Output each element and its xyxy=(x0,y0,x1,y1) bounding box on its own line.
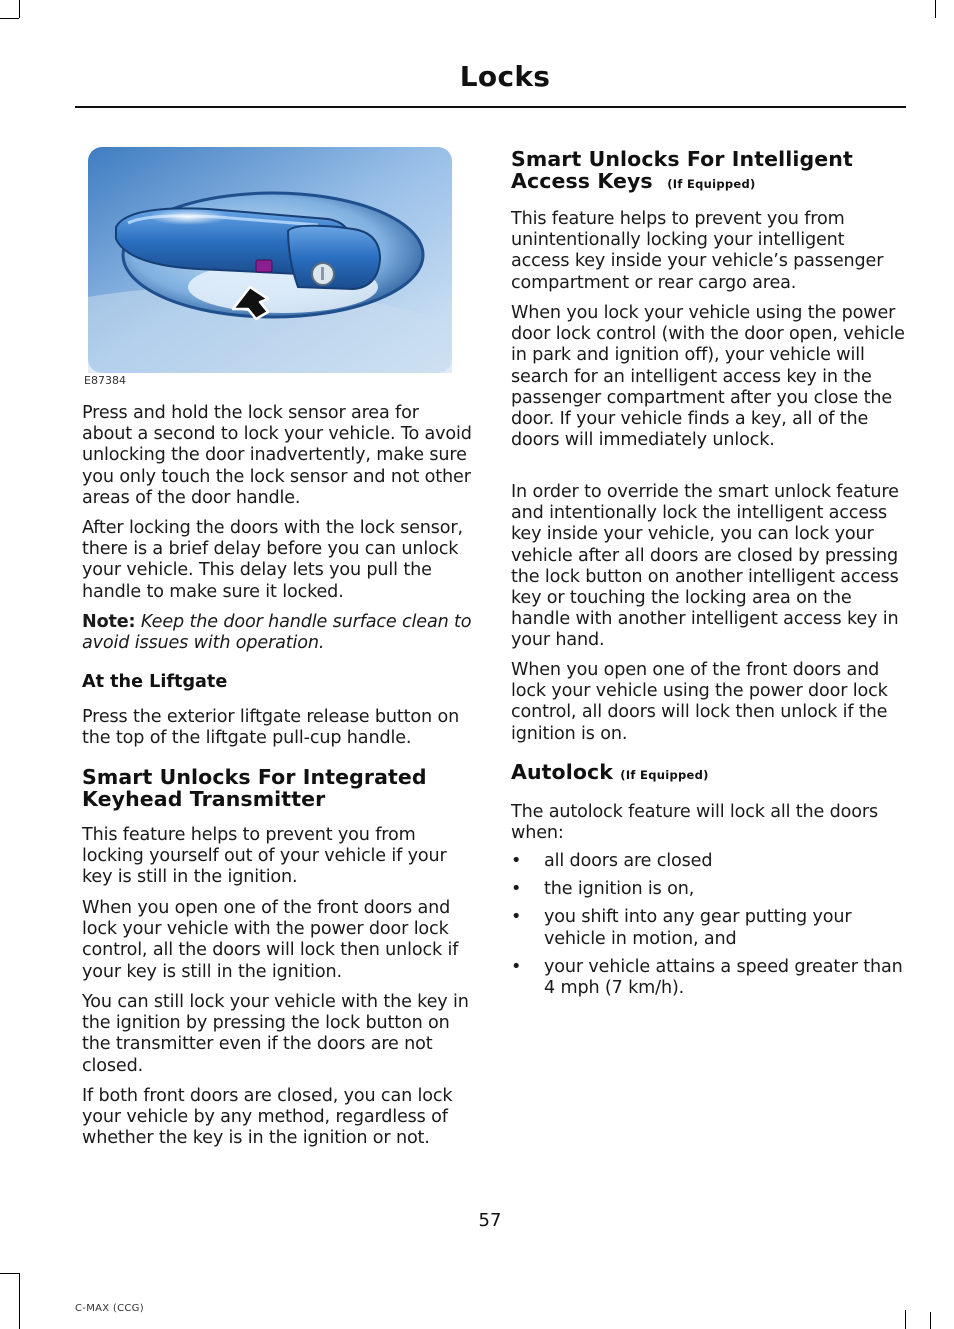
autolock-conditions-list xyxy=(511,851,905,999)
note xyxy=(82,612,474,654)
paragraph: When you open one of the front doors and lock your vehicle with the power door lock control, all the doors will lock then unlock if your key is still in the ignition. xyxy=(82,898,459,982)
crop-mark xyxy=(905,1310,906,1329)
heading-line xyxy=(511,170,911,195)
crop-mark xyxy=(935,0,936,18)
paragraph: Press and hold the lock sensor area for about a second to lock your vehicle. To avoid unlocking the door inadvertently, make sure you only touch the lock sensor and not other areas of the door handle. xyxy=(82,403,472,508)
crop-mark xyxy=(19,0,20,18)
paragraph: This feature helps to prevent you from locking yourself out of your vehicle if your key is still in the ignition. xyxy=(82,825,447,888)
heading-text: Autolock xyxy=(511,760,614,784)
list-item xyxy=(511,957,905,999)
if-equipped-label: (If Equipped) xyxy=(667,177,756,191)
list-item xyxy=(511,851,905,872)
list-item xyxy=(511,879,905,900)
list-item-text: you shift into any gear putting your vehicle in motion, and xyxy=(544,907,852,949)
bullet: • xyxy=(511,907,522,928)
paragraph: When you open one of the front doors and lock your vehicle using the power door lock control, all doors will lock then unlock if the ignition is on. xyxy=(511,660,888,744)
paragraph: If both front doors are closed, you can lock your vehicle by any method, regardless of whether the key is in the ignition or not. xyxy=(82,1086,453,1149)
list-item xyxy=(511,907,905,949)
crop-mark xyxy=(0,1273,19,1274)
section-heading: Smart Unlocks For Integrated Keyhead Transmitter xyxy=(82,765,427,811)
door-handle-image xyxy=(88,147,452,373)
section-heading: At the Liftgate xyxy=(82,672,228,692)
paragraph: Press the exterior liftgate release button on the top of the liftgate pull-cup handle. xyxy=(82,707,460,749)
page-title: Locks xyxy=(459,60,551,93)
note-label: Note: xyxy=(82,612,136,632)
paragraph: After locking the doors with the lock sensor, there is a brief delay before you can unlock your vehicle. This delay lets you pull the handle to make sure it locked. xyxy=(82,518,463,602)
heading-text: Access Keys xyxy=(511,169,653,193)
bullet: • xyxy=(511,956,522,977)
list-item-text: the ignition is on, xyxy=(544,879,695,900)
header-rule xyxy=(75,106,906,108)
note-text: Keep the door handle surface clean to avoid issues with operation. xyxy=(82,612,472,654)
bullet: • xyxy=(511,851,522,871)
page-number: 57 xyxy=(478,1210,502,1231)
paragraph: In order to override the smart unlock feature and intentionally lock the intelligent access key inside your vehicle, you can lock your vehicle after all doors are closed by pressing the lock button on another intelligent access key or touching the locking area on the handle with another intelligent access key in your hand. xyxy=(511,482,899,651)
footer-model: C-MAX (CCG) xyxy=(75,1303,144,1314)
heading-line: Smart Unlocks For Intelligent xyxy=(511,147,853,171)
list-item-text: your vehicle attains a speed greater than 4 mph (7 km/h). xyxy=(544,956,903,999)
crop-mark xyxy=(0,18,19,19)
list-item-text: all doors are closed xyxy=(544,851,713,871)
crop-mark xyxy=(19,1273,20,1329)
paragraph: This feature helps to prevent you from unintentionally locking your intelligent access key inside your vehicle’s passenger compartment or rear cargo area. xyxy=(511,209,884,293)
bullet: • xyxy=(511,879,522,900)
paragraph: The autolock feature will lock all the doors when: xyxy=(511,802,878,844)
figure-code: E87384 xyxy=(84,374,126,387)
section-heading xyxy=(511,148,911,195)
crop-mark xyxy=(930,1312,931,1329)
door-handle-illustration xyxy=(88,147,452,373)
if-equipped-label: (If Equipped) xyxy=(620,768,709,782)
paragraph: When you lock your vehicle using the power door lock control (with the door open, vehicle in park and ignition off), your vehicle will search for an intelligent access key in the passenger compartment after you close the door. If your vehicle finds a key, all of the doors will immediately unlock. xyxy=(511,303,905,451)
section-heading xyxy=(511,761,905,786)
paragraph: You can still lock your vehicle with the key in the ignition by pressing the lock button on the transmitter even if the doors are not closed. xyxy=(82,992,469,1076)
